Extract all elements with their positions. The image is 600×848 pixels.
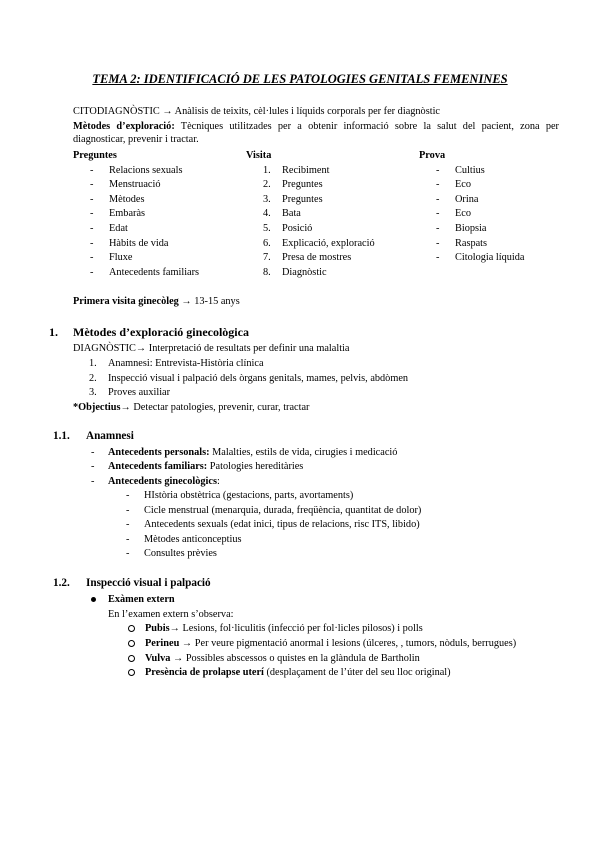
section-1-2-heading: 1.2. Inspecció visual i palpació — [53, 577, 211, 589]
bullet-item: Exàmen extern — [108, 593, 175, 606]
list-item: 1. Recibiment — [263, 164, 330, 176]
list-item: - Citologia líquida — [436, 252, 525, 264]
sub-list-item: - Consultes prèvies — [126, 548, 217, 559]
list-item: 2. Inspecció visual i palpació dels òrgans genitals, mames, pelvis, abdòmen — [89, 373, 409, 384]
prova-column — [419, 149, 569, 266]
sub-list-item: Presència de prolapse uterí (desplaçament de l’úter del seu lloc original) — [145, 666, 451, 679]
citodiagnostic-line: CITODIAGNÒSTIC → Anàlisis de teixits, cèl·lules i líquids corporals per fer diagnòstic — [73, 106, 441, 117]
list-item: - Antecedents familiars — [90, 266, 200, 278]
objectius-text: → Detectar patologies, prevenir, curar, tractar — [120, 402, 310, 413]
circle-bullet-icon — [128, 669, 135, 676]
list-item: - Eco — [436, 208, 472, 220]
list-item: - Antecedents familiars: Patologies hereditàries — [91, 461, 304, 472]
list-item: 8. Diagnòstic — [263, 266, 327, 278]
section-1-heading: 1. Mètodes d’exploració ginecològica — [49, 325, 249, 339]
list-item: - Relacions sexuals — [90, 164, 183, 176]
visita-header: Visita — [246, 150, 272, 161]
list-item: 3. Proves auxiliar — [89, 387, 171, 398]
prova-header: Prova — [419, 150, 446, 161]
bullet-dot-icon — [91, 597, 96, 602]
list-item: 7. Presa de mostres — [263, 252, 352, 264]
sub-list-item: Perineu → Per veure pigmentació anormal i lesions (úlceres, , tumors, nòduls, berrugues) — [145, 637, 516, 650]
circle-bullet-icon — [128, 640, 135, 647]
list-item: - Menstruació — [90, 179, 161, 191]
list-item: - Edat — [90, 222, 128, 234]
list-item: 1. Anamnesi: Entrevista-Història clínica — [89, 358, 264, 369]
primera-visita-text: → 13-15 anys — [178, 296, 240, 307]
visita-column — [246, 149, 416, 280]
objectius-line — [73, 401, 309, 414]
list-item: - Orina — [436, 193, 479, 205]
list-item: - Cultius — [436, 164, 485, 176]
sub-list-item: Vulva → Possibles abscessos o quistes en la glàndula de Bartholin — [145, 652, 420, 665]
metodes-text: Tècniques utilitzades per a obtenir informació sobre la salut del pacient, zona per diagnosticar, prevenir i tractar. — [73, 121, 559, 145]
primera-visita-line — [73, 295, 240, 308]
objectius-label: *Objectius — [73, 402, 121, 413]
sub-list-item: - Cicle menstrual (menarquia, durada, freqüència, quantitat de dolor) — [126, 505, 422, 516]
list-item: - Raspats — [436, 237, 488, 249]
list-item: 5. Posició — [263, 222, 313, 234]
list-item: 6. Explicació, exploració — [263, 237, 375, 249]
sub-list-item: - Antecedents sexuals (edat inici, tipus de relacions, risc ITS, libido) — [126, 519, 420, 530]
document-title: TEMA 2: IDENTIFICACIÓ DE LES PATOLOGIES GENITALS FEMENINES — [92, 72, 508, 86]
sub-list-item: Pubis→ Lesions, fol·liculitis (infecció per fol·licles pilosos) i polls — [145, 622, 423, 635]
list-item: - Embaràs — [90, 208, 146, 220]
examen-intro: En l’examen extern s’observa: — [108, 609, 234, 620]
list-item: 3. Preguntes — [263, 193, 323, 205]
list-item: - Eco — [436, 179, 472, 191]
list-item: - Mètodes — [90, 193, 145, 205]
section-1-1-heading: 1.1. Anamnesi — [53, 430, 134, 442]
list-item: 2. Preguntes — [263, 179, 323, 191]
list-item: - Hàbits de vida — [90, 237, 169, 249]
metodes-paragraph — [73, 120, 559, 146]
sub-list-item: - HIstòria obstètrica (gestacions, parts, avortaments) — [126, 490, 354, 501]
list-item: - Fluxe — [90, 252, 133, 264]
list-item: 4. Bata — [263, 208, 301, 220]
preguntes-header: Preguntes — [73, 150, 117, 161]
list-item: - Antecedents personals: Malalties, estils de vida, cirugies i medicació — [91, 447, 398, 458]
metodes-label: Mètodes d’exploració: — [73, 121, 175, 132]
primera-visita-label: Primera visita ginecòleg — [73, 296, 179, 307]
sub-list-item: - Mètodes anticonceptius — [126, 534, 242, 545]
preguntes-column — [73, 149, 243, 280]
circle-bullet-icon — [128, 655, 135, 662]
list-item: - Biopsia — [436, 222, 487, 234]
circle-bullet-icon — [128, 625, 135, 632]
list-item: - Antecedents ginecològics: — [91, 476, 220, 487]
diagnostic-line: DIAGNÒSTIC→ Interpretació de resultats per definir una malaltia — [73, 343, 350, 354]
